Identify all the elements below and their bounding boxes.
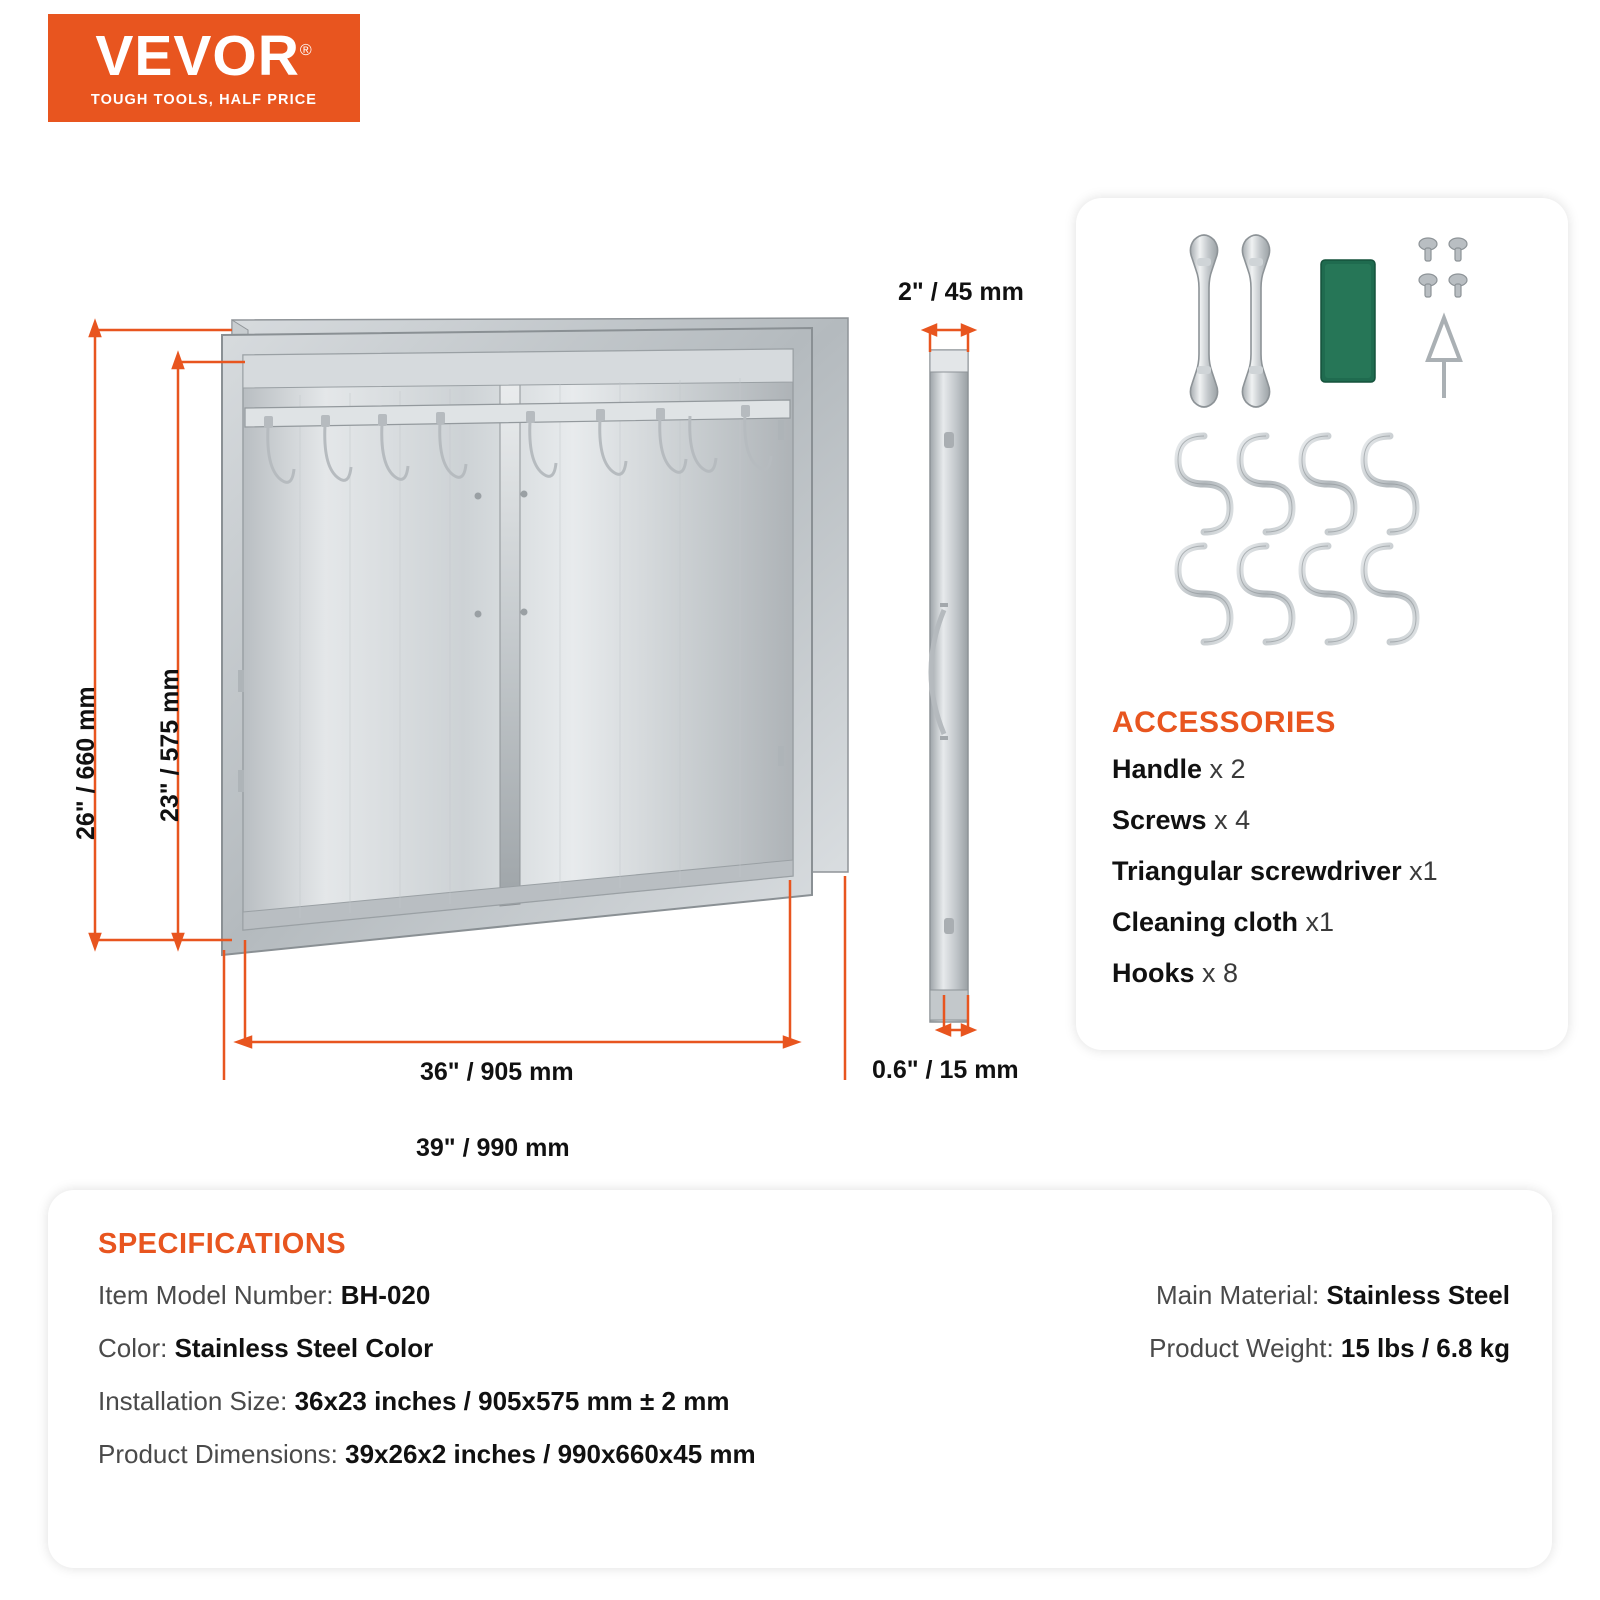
- accessory-qty: x1: [1409, 856, 1438, 886]
- spec-value: Stainless Steel: [1326, 1280, 1510, 1310]
- spec-row: [98, 1280, 998, 1311]
- accessory-name: Cleaning cloth: [1112, 907, 1299, 937]
- spec-value: Stainless Steel Color: [174, 1333, 434, 1363]
- handle-icon-2: [1242, 235, 1269, 407]
- triangular-screwdriver-icon: [1428, 318, 1460, 398]
- registered-mark: ®: [299, 42, 313, 59]
- spec-value: BH-020: [340, 1280, 431, 1310]
- vevor-logo: [48, 14, 360, 122]
- screws-icon: [1419, 238, 1467, 297]
- spec-label: Item Model Number:: [98, 1280, 341, 1310]
- s-hooks-icon: [1178, 436, 1416, 642]
- spec-label: Main Material:: [1155, 1280, 1327, 1310]
- accessory-qty: x 8: [1202, 958, 1239, 988]
- accessories-panel: [1076, 198, 1568, 1050]
- accessories-illustration: [1076, 198, 1568, 698]
- accessory-name: Screws: [1112, 805, 1207, 835]
- specifications-right-column: [1149, 1280, 1510, 1386]
- product-illustration: [0, 150, 1080, 1162]
- accessory-name: Handle: [1112, 754, 1203, 784]
- accessory-item: [1112, 805, 1542, 836]
- spec-row: [98, 1439, 998, 1470]
- accessory-qty: x 2: [1209, 754, 1246, 784]
- cleaning-cloth-icon: [1321, 260, 1375, 382]
- specifications-panel: [48, 1190, 1552, 1568]
- spec-value: 36x23 inches / 905x575 mm ± 2 mm: [294, 1386, 730, 1416]
- brand-tagline: TOUGH TOOLS, HALF PRICE: [90, 92, 318, 108]
- spec-label: Color:: [98, 1333, 175, 1363]
- spec-row: [98, 1333, 998, 1364]
- spec-value: 39x26x2 inches / 990x660x45 mm: [345, 1439, 756, 1469]
- dim-depth-bottom: 0.6" / 15 mm: [872, 1056, 1019, 1084]
- accessory-item: [1112, 856, 1542, 887]
- spec-row: [1149, 1280, 1510, 1311]
- spec-row: [98, 1386, 998, 1417]
- dim-install-height: 23" / 575 mm: [156, 668, 184, 822]
- accessory-name: Hooks: [1112, 958, 1195, 988]
- dim-depth-top: 2" / 45 mm: [898, 278, 1024, 306]
- spec-row: [1149, 1333, 1510, 1364]
- brand-name-text: VEVOR: [95, 24, 300, 88]
- dim-overall-height: 26" / 660 mm: [72, 686, 100, 840]
- door-side-view: [930, 350, 968, 1022]
- spec-label: Product Dimensions:: [98, 1439, 346, 1469]
- brand-name: [95, 24, 313, 88]
- accessory-qty: x 4: [1214, 805, 1251, 835]
- accessory-item: [1112, 907, 1542, 938]
- specifications-left-column: [98, 1280, 998, 1492]
- spec-label: Product Weight:: [1149, 1333, 1341, 1363]
- handle-icon: [1190, 235, 1217, 407]
- spec-value: 15 lbs / 6.8 kg: [1340, 1333, 1510, 1363]
- accessory-name: Triangular screwdriver: [1112, 856, 1402, 886]
- accessories-list: [1112, 754, 1542, 1009]
- accessories-title: ACCESSORIES: [1112, 706, 1336, 739]
- dim-overall-width: 39" / 990 mm: [416, 1134, 570, 1162]
- accessory-item: [1112, 958, 1542, 989]
- accessory-item: [1112, 754, 1542, 785]
- spec-label: Installation Size:: [98, 1386, 295, 1416]
- specifications-title: SPECIFICATIONS: [98, 1228, 347, 1260]
- accessory-qty: x1: [1305, 907, 1335, 937]
- dim-install-width: 36" / 905 mm: [420, 1058, 574, 1086]
